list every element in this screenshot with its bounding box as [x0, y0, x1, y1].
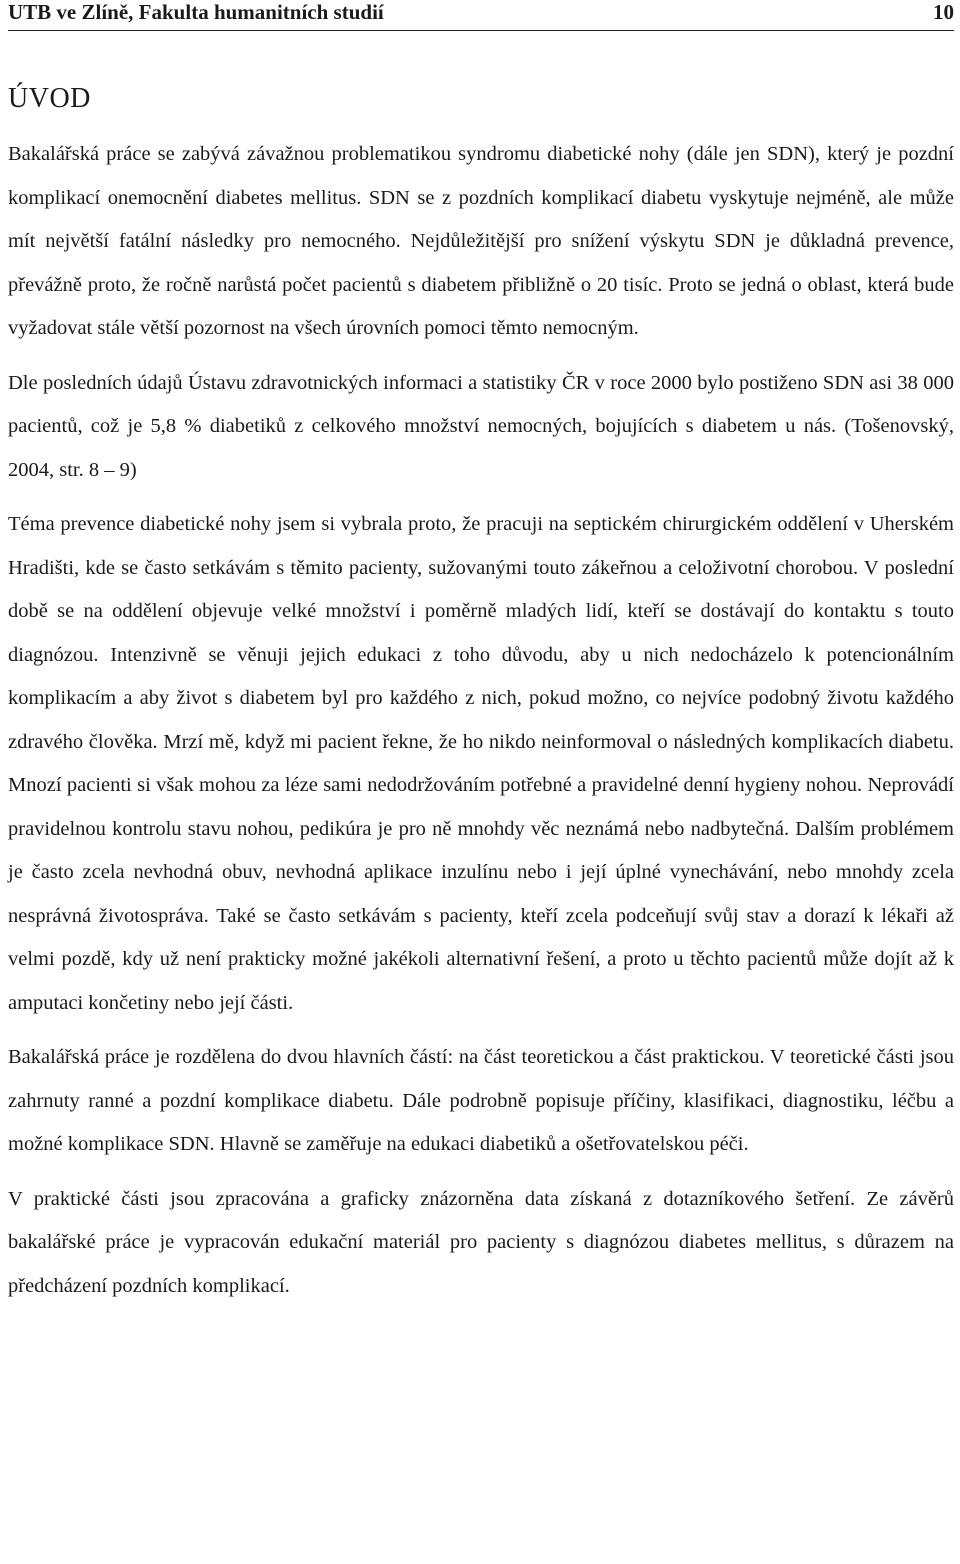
paragraph-practical: V praktické části jsou zpracována a graficky znázorněna data získaná z dotazníkového šetření. Ze závěrů bakalářské práce je vypracován edukační materiál pro pacienty s diagnózou diabetes mellitus, s důrazem na předcházení pozdních komplikací.: [8, 1187, 954, 1297]
paragraph-intro: Bakalářská práce se zabývá závažnou problematikou syndromu diabetické nohy (dále jen SDN), který je pozdní komplikací onemocnění diabetes mellitus. SDN se z pozdních komplikací diabetu vyskytuje nejméně, ale může mít největší fatální následky pro nemocného. Nejdůležitější pro snížení výskytu SDN je důkladná prevence, převážně proto, že ročně narůstá počet pacientů s diabetem přibližně o 20 tisíc. Proto se jedná o oblast, která bude vyžadovat stále větší pozornost na všech úrovních pomoci těmto nemocným.: [8, 143, 954, 339]
paragraph-statistics: Dle posledních údajů Ústavu zdravotnických informaci a statistiky ČR v roce 2000 bylo postiženo SDN asi 38 000 pacientů, což je 5,8 % diabetiků z celkového množství nemocných, bojujících s diabetem u nás. (Tošenovský, 2004, str. 8 – 9): [8, 371, 954, 481]
running-header: [8, 0, 954, 31]
document-page: [8, 0, 954, 1308]
header-title: UTB ve Zlíně, Fakulta humanitních studií: [8, 0, 384, 24]
section-title: ÚVOD: [8, 83, 91, 114]
paragraph-motivation: Téma prevence diabetické nohy jsem si vybrala proto, že pracuji na septickém chirurgickém oddělení v Uherském Hradišti, kde se často setkávám s těmito pacienty, sužovanými touto zákeřnou a celoživotní chorobou. V poslední době se na oddělení objevuje velké množství i poměrně mladých lidí, kteří se dostávají do kontaktu s touto diagnózou. Intenzivně se věnuji jejich edukaci z toho důvodu, aby u nich nedocházelo k potencionálním komplikacím a aby život s diabetem byl pro každého z nich, pokud možno, co nejvíce podobný životu každého zdravého člověka. Mrzí mě, když mi pacient řekne, že ho nikdo neinformoval o následných komplikacích diabetu. Mnozí pacienti si však mohou za léze sami nedodržováním potřebné a pravidelné denní hygieny nohou. Neprovádí pravidelnou kontrolu stavu nohou, pedikúra je pro ně mnohdy věc neznámá nebo nadbytečná. Dalším problémem je často zcela nevhodná obuv, nevhodná aplikace inzulínu nebo i její úplné vynechávání, nebo mnohdy zcela nesprávná životospráva. Také se často setkávám s pacienty, kteří zcela podceňují svůj stav a dorazí k lékaři až velmi pozdě, kdy už není prakticky možné jakékoli alternativní řešení, a proto u těchto pacientů může dojít až k amputaci končetiny nebo její části.: [8, 513, 954, 1014]
page-number: 10: [933, 0, 954, 24]
paragraph-structure: Bakalářská práce je rozdělena do dvou hlavních částí: na část teoretickou a část praktickou. V teoretické části jsou zahrnuty ranné a pozdní komplikace diabetu. Dále podrobně popisuje příčiny, klasifikaci, diagnostiku, léčbu a možné komplikace SDN. Hlavně se zaměřuje na edukaci diabetiků a ošetřovatelskou péči.: [8, 1046, 954, 1155]
